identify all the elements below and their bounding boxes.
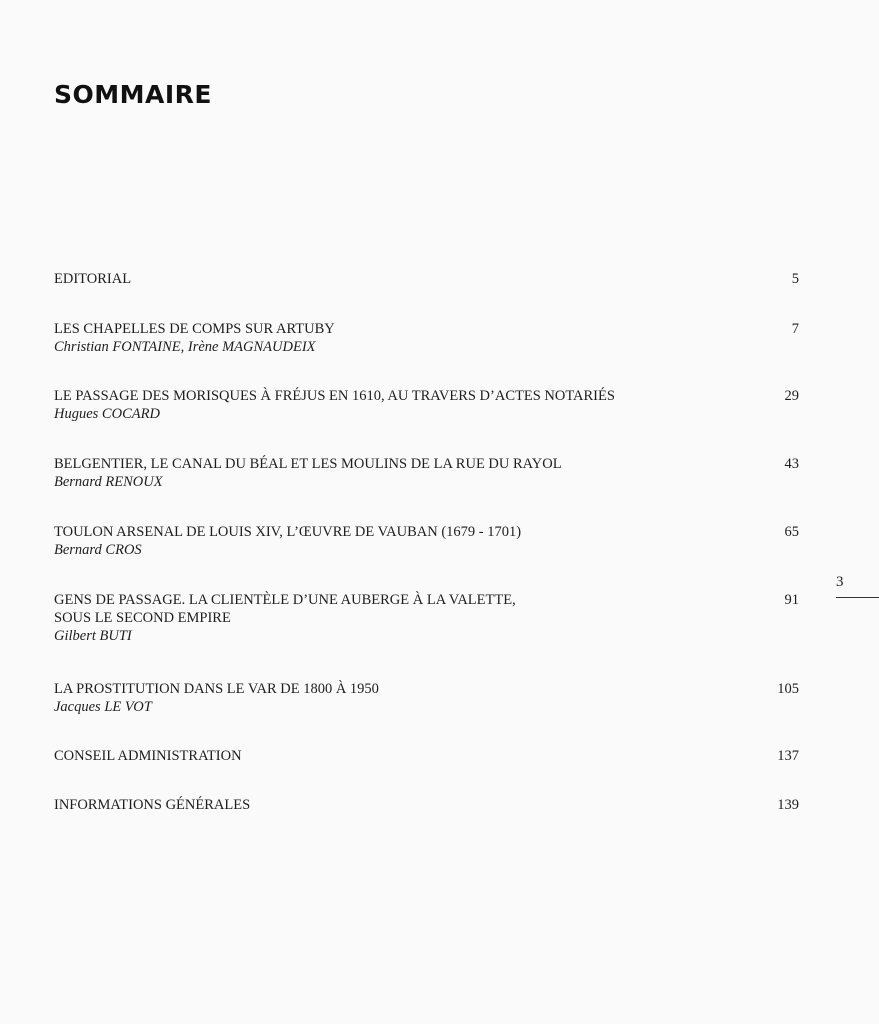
entry-page-number: 65 [784, 524, 799, 540]
toc-entry-editorial [54, 270, 799, 288]
entry-author: Gilbert BUTI [54, 628, 132, 644]
entry-title: LES CHAPELLES DE COMPS SUR ARTUBY [54, 321, 335, 337]
entry-title: LE PASSAGE DES MORISQUES À FRÉJUS EN 1610, AU TRAVERS D’ACTES NOTARIÉS [54, 388, 615, 404]
entry-page-number: 139 [777, 797, 799, 813]
folio-page-number: 3 [836, 574, 844, 590]
entry-author: Bernard RENOUX [54, 474, 163, 490]
entry-page-number: 29 [784, 388, 799, 404]
entry-title: GENS DE PASSAGE. LA CLIENTÈLE D’UNE AUBERGE À LA VALETTE, [54, 592, 516, 608]
entry-author: Bernard CROS [54, 542, 142, 558]
entry-page-number: 105 [777, 681, 799, 697]
entry-page-number: 137 [777, 748, 799, 764]
toc-entry-conseil [54, 747, 799, 765]
entry-page-number: 5 [791, 271, 799, 287]
entry-author: Christian FONTAINE, Irène MAGNAUDEIX [54, 339, 316, 355]
entry-page-number: 91 [784, 592, 799, 608]
entry-title: EDITORIAL [54, 271, 132, 287]
toc-entry-chapelles [54, 320, 799, 356]
entry-author: Hugues COCARD [54, 406, 160, 422]
toc-entry-belgentier [54, 455, 799, 491]
entry-page-number: 7 [791, 321, 799, 337]
toc-entry-gens-de-passage [54, 591, 799, 645]
entry-author: Jacques LE VOT [54, 699, 152, 715]
entry-title-continuation: SOUS LE SECOND EMPIRE [54, 610, 231, 626]
entry-title: TOULON ARSENAL DE LOUIS XIV, L’ŒUVRE DE VAUBAN (1679 - 1701) [54, 524, 522, 540]
toc-entry-informations [54, 796, 799, 814]
entry-page-number: 43 [784, 456, 799, 472]
toc-entry-morisques [54, 387, 799, 423]
entry-title: BELGENTIER, LE CANAL DU BÉAL ET LES MOULINS DE LA RUE DU RAYOL [54, 456, 562, 472]
entry-title: LA PROSTITUTION DANS LE VAR DE 1800 À 1950 [54, 681, 379, 697]
toc-entry-toulon [54, 523, 799, 559]
page-title: SOMMAIRE [54, 80, 212, 109]
entry-title: CONSEIL ADMINISTRATION [54, 748, 242, 764]
toc-entry-prostitution [54, 680, 799, 716]
entry-title: INFORMATIONS GÉNÉRALES [54, 797, 251, 813]
folio-rule [836, 597, 879, 598]
